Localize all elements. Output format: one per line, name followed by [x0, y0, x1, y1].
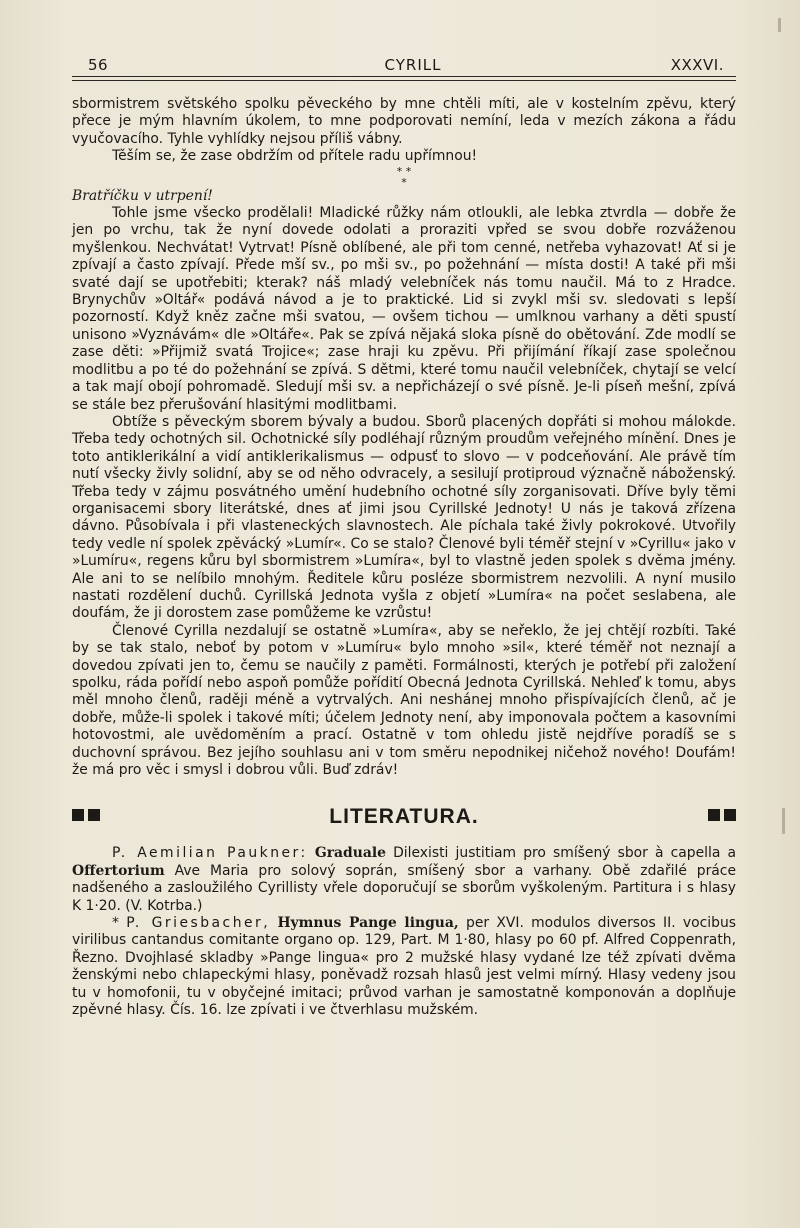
entry-text: Ave Maria pro solový soprán, smíšený sbor a varhany. Obě zdařilé práce nadšeného a zasloužilého Cyrillisty vřele doporučují se sborům vyškoleným. Partitura i s hlasy K 1·20. (V. Kotrba.) [72, 862, 736, 914]
entry-text: Dilexisti justitiam pro smíšený sbor à capella a [393, 845, 736, 862]
entry-title: Hymnus Pange lingua, [277, 915, 459, 932]
entry-title: Graduale [314, 845, 386, 862]
header-rule [72, 76, 736, 81]
square-ornament [72, 809, 84, 821]
entry-marker: * [112, 915, 127, 932]
page-number: 56 [88, 56, 109, 74]
ornament-squares-left [72, 809, 100, 821]
letter-salutation: Bratříčku v utrpení! [72, 187, 213, 204]
letter-paragraph-2: Obtíže s pěveckým sborem bývaly a budou. Sborů placených dopřáti si mohou málokde. Třeba tedy ochotných sil. Ochotnické síly podléhají různým proudům veřejného mínění. Dnes je toto antiklerikální a vidí antiklerikalismus — odpusť to slovo — v podceňování. Ale právě tím nutí všecky živly solidní, aby se od něho odvracely, a sesilují protiproud význačně náboženský. Třeba tedy v zájmu posvátného umění hudebního ochotné síly zorganisovati. Dříve byly těmi organisacemi sbory literátské, dnes ať jimi jsou Cyrillské Jednoty! U nás je taková zřízena dávno. Působívala i při vlasteneckých slavnostech. Ale píchala také živly pokrokové. Utvořily tedy vedle ní spolek zpěvácký »Lumír«. Co se stalo? Členové byli téměř stejní v »Cyrillu« jako v »Lumíru«, regens kůru byl sbormistrem »Lumíra«, byl to vlastně jeden spolek s dvěma jmény. Ale ani to se nelíbilo mnohým. Ředitele kůru posléze sbormistrem nezvolili. A nyní musilo nastati rozdělení duchů. Cyrillská Jednota vyšla z objetí »Lumíra« na počet seslabena, ale doufám, že ji dorostem zase pomůžeme ke vzrůstu! [72, 413, 736, 622]
entry-author: P. Aemilian Paukner: [112, 845, 308, 862]
stars-row-1: * * [396, 164, 412, 178]
journal-title: CYRILL [384, 56, 442, 74]
stars-row-2: * [401, 175, 407, 189]
section-divider-stars [72, 166, 736, 188]
margin-mark [782, 808, 785, 834]
entry-work: Offertorium [72, 862, 165, 879]
literatura-heading-block [72, 795, 736, 839]
running-header [88, 56, 738, 78]
literature-entry-2 [72, 915, 736, 1019]
margin-mark [778, 18, 781, 32]
entry-text: per XVI. modulos diversos II. vocibus virilibus cantandus comitante organo op. 129, Part. M 1·80, hlasy po 60 pf. Alfred Coppenrath, Řezno. Dvojhlasé skladby »Pange lingua« pro 2 mužské hlasy vydané lze též zpívati dvěma ženskými nebo chlapeckými hlasy, poněvadž rozsah hlasů jest velmi mírný. Hlasy vedeny jsou tu v homofonii, tu v obyčejné imitaci; průvod varhan je samostatně komponován a doplňuje zpěvné hlasy. Čís. 16. lze zpívati i ve čtverhlasu mužském. [72, 915, 736, 1019]
page-body [72, 96, 736, 1020]
literature-entry-1 [72, 845, 736, 915]
square-ornament [724, 809, 736, 821]
ornament-squares-right [708, 809, 736, 821]
letter-paragraph-3: Členové Cyrilla nezdalují se ostatně »Lumíra«, aby se neřeklo, že jej chtějí rozbíti. Také by se tak stalo, neboť by potom v »Lumíru« bylo mnoho »sil«, které téměř not neznají a dovedou zpívati jen to, čemu se naučily z paměti. Formálnosti, kterých je potřebí při založení spolku, ráda pořídí nebo aspoň pomůže pořídití Obecná Jednota Cyrillská. Nehleď k tomu, abys měl mnoho členů, raději méně a vytrvalých. Ani neshánej mnoho přispívajících členů, ač je dobře, může-li spolek i takové míti; účelem Jednoty není, aby imponovala počtem a kasovními hotovostmi, ale uvědoměním a prací. Ostatně v tom ohledu jistě nejdříve poradíš se s duchovní správou. Bez jejího souhlasu ani v tom směru nepodnikej ničehož nového! Doufám! že má pro věc i smysl i dobrou vůli. Buď zdráv! [72, 622, 736, 779]
section-heading: LITERATURA. [329, 805, 479, 829]
entry-author: P. Griesbacher, [126, 915, 271, 932]
letter-paragraph-1: Tohle jsme všecko prodělali! Mladické růžky nám otloukli, ale lebka ztvrdla — dobře že jen po vrchu, tak že nyní dovede odolati a proraziti vpřed se svou dobře rozváženou myšlenkou. Nechvátat! Vytrvat! Písně oblíbené, ale při tom cenné, netřeba vyhazovat! Ať si je zpívají a často zpívají. Přede mší sv., po mši sv., po požehnání — místa dosti! A také při mši svaté dají se upotřebiti; kterak? náš mladý velebníček nás tomu naučil. Má to z Hradce. Brynychův »Oltář« podává návod a je to praktické. Lid si zvykl mši sv. sledovati s lepší pozorností. Když kněz začne mši svatou, — ovšem tichou — umlknou varhany a děti spustí unisono »Vyznávám« dle »Oltáře«. Pak se zpívá nějaká sloka písně do obětování. Zde modlí se zase děti: »Přijmiž svatá Trojice«; zase hraji ku zpěvu. Při přijímání říkají zase společnou modlitbu a po té do požehnání se zpívá. S dětmi, které tomu naučil velebníček, chytají se velcí a tak mají obojí pohromadě. Sledují mši sv. a nepřicházejí o své písně. Je-li píseň mešní, zpívá se stále bez přerušování hlasitými modlitbami. [72, 205, 736, 413]
intro-paragraph: sbormistrem světského spolku pěveckého by mne chtěli míti, ale v kostelním zpěvu, který přece je mým hlavním úkolem, to mne podporovati nemíní, leda v mezích zákona a řádu vyučovacího. Tyhle vyhlídky nejsou příliš vábny. [72, 96, 736, 147]
intro-closing: Těším se, že zase obdržím od přítele radu upřímnou! [112, 148, 478, 165]
square-ornament [88, 809, 100, 821]
square-ornament [708, 809, 720, 821]
volume-number: XXXVI. [670, 56, 724, 74]
